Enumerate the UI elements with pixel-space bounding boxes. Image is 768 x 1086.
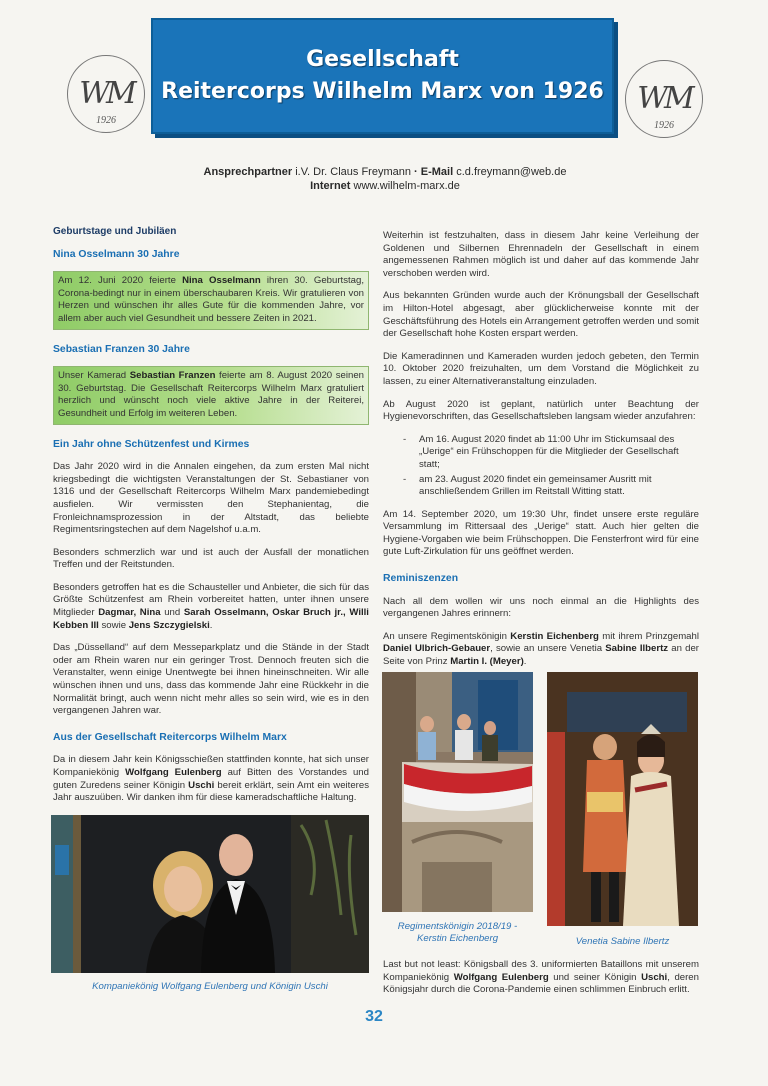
contact-info — [150, 165, 620, 193]
photo-illustration — [51, 815, 369, 973]
email-label: E-Mail — [420, 166, 454, 178]
subheading-sebastian: Sebastian Franzen 30 Jahre — [53, 343, 190, 355]
closing-paragraph — [383, 959, 699, 1007]
box-text: ihren 30. Geburtstag, Corona-bedingt nur in einem überschaubaren Kreis. Wir gratulieren von Herzen und wünschen ihr alles Gute für die kommenden Jahre, vor allem aber auch viel Gesundheit und bessere Zeiten in 2021. — [58, 275, 364, 324]
text: und seiner Königin — [548, 971, 642, 983]
contact-label: Ansprechpartner — [203, 166, 293, 178]
logo-year: 1926 — [96, 115, 116, 126]
internet-label: Internet — [310, 180, 351, 192]
paragraph: Nach all dem wollen wir uns noch einmal an die Highlights des vergangenen Jahres erinnern: — [383, 595, 699, 620]
club-logo-right — [625, 60, 703, 138]
text: An unsere Regimentskönigin — [383, 630, 511, 642]
paragraph: Am 14. September 2020, um 19:30 Uhr, findet unsere erste reguläre Versammlung im Rittersaal des „Uerige“ statt. Auch hier gelten die Hygiene-Vorgaben wie beim Frühschoppen. Die Fensterfront wird für eine gute Luft-Zirkulation für uns geöffnet werden. — [383, 508, 699, 558]
section-heading: Geburtstage und Jubiläen — [53, 226, 177, 237]
person-name: Sarah Osselmann, Oskar Bruch jr., Willi Kebben III — [53, 607, 369, 631]
paragraph: Das „Düsselland“ auf dem Messeparkplatz und die Stände in der Stadt oder am Rhein waren nur ein geringer Trost. Dennoch freuten sich die Veranstalter, wenn einige Unentwegte bei ihnen hineinschneiten. Wir alle wünschen ihnen und uns, dass das kommende Jahr eine Rückkehr in die Normalität bringt, auch wenn nicht mehr alles so sein wird, wie es in den vergangenen Jahren war. — [53, 642, 369, 717]
paragraph — [53, 582, 369, 632]
paragraph: Ab August 2020 ist geplant, natürlich unter Beachtung der Hygienevorschriften, das Gesellschaftsleben langsam wieder anzufahren: — [383, 398, 699, 423]
logo-monogram: WM — [637, 81, 691, 116]
email-link[interactable]: c.d.freymann@web.de — [456, 166, 567, 178]
photo-caption — [382, 921, 533, 945]
paragraph: Die Kameradinnen und Kameraden wurden jedoch gebeten, den Termin 10. Oktober 2020 freizuhalten, um dem Vorstand die Möglichkeit zu lassen, zu einer Alternativeranstaltung einzuladen. — [383, 350, 699, 387]
person-name: Dagmar, Nina — [98, 607, 161, 619]
person-name: Sabine Ilbertz — [605, 643, 669, 655]
club-logo-left — [67, 55, 145, 133]
text: mit ihrem Prinzgemahl — [598, 630, 699, 642]
text: sowie — [98, 619, 129, 631]
text: Besonders getroffen hat es die Schausteller und Anbieter, die sich für das Größte Schützenfest am Rhein vorbereitet hatten, unter ihnen unsere Mitglieder — [53, 581, 369, 619]
title-line-2: Reitercorps Wilhelm Marx von 1926 — [161, 79, 604, 104]
photo-illustration — [547, 672, 698, 926]
text: . — [209, 619, 213, 631]
paragraph — [53, 754, 369, 804]
person-name: Daniel Ulbrich-Gebauer — [383, 643, 491, 655]
text: , sowie an unsere Venetia — [490, 643, 606, 655]
website-link[interactable]: www.wilhelm-marx.de — [353, 180, 460, 192]
logo-year: 1926 — [654, 120, 674, 131]
section-heading-reminiscences: Reminiszenzen — [383, 573, 459, 585]
paragraph: Das Jahr 2020 wird in die Annalen eingehen, da zum ersten Mal nicht kriegsbedingt die wichtigsten Veranstaltungen der St. Sebastianer von 1316 und der Gesellschaft Reitercorps Wilhelm Marx pandemiebedingt ausfielen. Wir vermissten den Stephanientag, die Fronleichnamsprozession in der Altstadt, das beliebte Regimentsringstechen auf dem Nagelshof u.a.m. — [53, 461, 369, 536]
person-name: Uschi — [641, 971, 668, 983]
photo-regiment-queen — [382, 672, 533, 912]
subheading-nina: Nina Osselmann 30 Jahre — [53, 248, 180, 260]
text: Last but not least: Königsball des 3. uniformierten Bataillons mit unserem Kompaniekönig — [383, 959, 699, 983]
section-heading-society: Aus der Gesellschaft Reitercorps Wilhelm Marx — [53, 731, 287, 743]
text: Da in diesem Jahr kein Königsschießen stattfinden konnte, hat sich unser Kompaniekönig — [53, 754, 369, 778]
text: an der Seite von Prinz — [383, 643, 699, 668]
contact-person: i.V. Dr. Claus Freymann — [295, 166, 411, 178]
left-column — [53, 226, 369, 815]
list-item: - am 23. August 2020 findet ein gemeinsamer Ausritt mit anschließendem Grillen im Reitstall Witting statt. — [403, 474, 699, 499]
person-name: Kerstin Eichenberg — [510, 630, 599, 642]
person-name: Wolfgang Eulenberg — [453, 971, 549, 983]
paragraph — [383, 631, 699, 669]
logo-monogram: WM — [79, 76, 133, 111]
caption-line: Regimentskönigin 2018/19 - — [397, 921, 518, 932]
event-list — [403, 434, 699, 499]
caption-line: Kerstin Eichenberg — [416, 933, 499, 944]
birthday-box-nina — [53, 271, 369, 329]
right-column — [383, 230, 699, 679]
paragraph: Besonders schmerzlich war und ist auch der Ausfall der monatlichen Treffen und der Reitstunden. — [53, 546, 369, 571]
separator: · — [414, 166, 418, 178]
list-item: - Am 16. August 2020 findet ab 11:00 Uhr im Stickumsaal des „Uerige“ ein Frühschoppen für die Mitglieder der Gesellschaft statt; — [403, 434, 699, 472]
text: , deren Königsjahr durch die Corona-Pandemie einen schlimmen Einbruch erlitt. — [383, 971, 699, 996]
box-text: Am 12. Juni 2020 feierte — [58, 275, 183, 287]
photo-caption: Kompaniekönig Wolfgang Eulenberg und Königin Uschi — [92, 981, 328, 992]
title-banner — [151, 18, 614, 134]
photo-caption: Venetia Sabine Ilbertz — [575, 936, 670, 947]
paragraph: Aus bekannten Gründen wurde auch der Krönungsball der Gesellschaft im Hilton-Hotel abgesagt, aber glücklicherweise konnte mit der Geschäftsführung des Hotels ein Arrangement getroffen werden und somit der Gesellschaft hohe Kosten erspart werden. — [383, 290, 699, 340]
birthday-box-sebastian — [53, 366, 369, 424]
photo-venetia — [547, 672, 698, 926]
person-name: Nina Osselmann — [182, 275, 261, 287]
person-name: Sebastian Franzen — [129, 370, 216, 382]
text: bereit erklärt, sein Amt ein weiteres Jahr auszuüben. Wir danken ihm für diese kameradschaftliche Haltung. — [53, 779, 369, 804]
section-heading-no-fest: Ein Jahr ohne Schützenfest und Kirmes — [53, 438, 250, 450]
person-name: Uschi — [188, 779, 215, 791]
box-text: feierte am 8. August 2020 seinen 30. Geburtstag. Die Gesellschaft Reitercorps Wilhelm Marx gratuliert herzlich und wünscht noch viele aktive Jahre in der Reiterei, Gesundheit und Erfolg im weiteren Leben. — [58, 370, 365, 419]
photo-illustration — [382, 672, 533, 912]
page-number: 32 — [365, 1008, 383, 1025]
box-text: Unser Kamerad — [58, 370, 130, 382]
person-name: Jens Szczygielski — [128, 619, 210, 631]
person-name: Wolfgang Eulenberg — [125, 767, 222, 778]
title-line-1: Gesellschaft — [306, 47, 459, 72]
person-name: Martin I. (Meyer) — [450, 656, 524, 668]
photo-king-and-queen — [51, 815, 369, 973]
text: . — [523, 656, 527, 668]
text: und — [160, 607, 184, 619]
paragraph — [383, 959, 699, 997]
paragraph: Weiterhin ist festzuhalten, dass in diesem Jahr keine Verleihung der Goldenen und Silbernen Ehrennadeln der Gesellschaft in einem angemessenen Rahmen möglich ist und daher auf das kommende Jahr verschoben werden wird. — [383, 230, 699, 279]
text: auf Bitten des Vorstandes und guten Zuredens seiner Königin — [53, 767, 369, 791]
